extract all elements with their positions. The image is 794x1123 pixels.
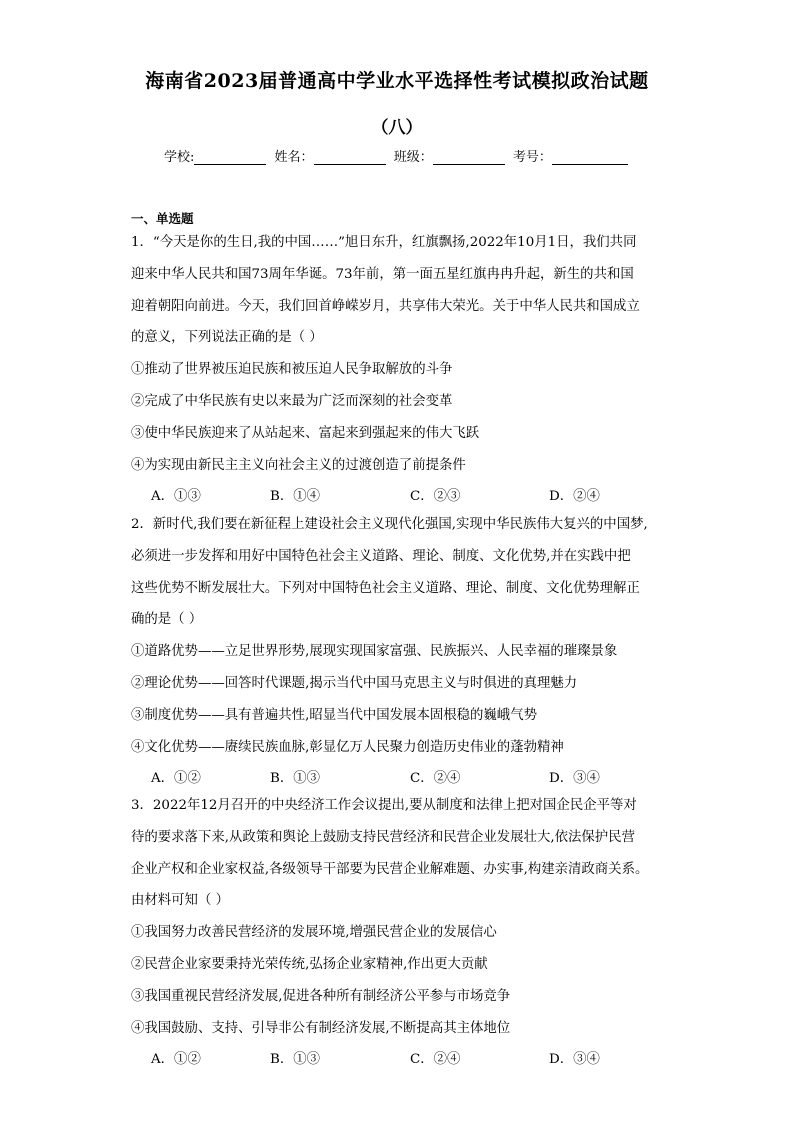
statement: ④为实现由新民主主义向社会主义的过渡创造了前提条件	[131, 457, 466, 473]
question-stem-line: 的意义，下列说法正确的是（ ）	[131, 330, 323, 346]
option-b[interactable]: B．①③	[270, 771, 321, 787]
statement: ④我国鼓励、支持、引导非公有制经济发展,不断提高其主体地位	[131, 1020, 511, 1036]
option-c[interactable]: C．②④	[410, 771, 461, 787]
statement: ③我国重视民营经济发展,促进各种所有制经济公平参与市场竞争	[131, 988, 511, 1004]
option-d[interactable]: D．③④	[549, 771, 600, 787]
question-stem-line: 2．新时代,我们要在新征程上建设社会主义现代化强国,实现中华民族伟大复兴的中国梦,	[131, 517, 648, 532]
name-blank[interactable]	[314, 150, 386, 165]
question-stem-line: 这些优势不断发展壮大。下列对中国特色社会主义道路、理论、制度、文化优势理解正	[131, 580, 640, 596]
question-stem-line: 迎来中华人民共和国73周年华诞。73年前，第一面五星红旗冉冉升起，新生的共和国	[131, 266, 634, 282]
statement: ②完成了中华民族有史以来最为广泛而深刻的社会变革	[131, 393, 453, 409]
question-2	[131, 509, 676, 795]
question-1	[131, 227, 676, 513]
statement: ②民营企业家要秉持光荣传统,弘扬企业家精神,作出更大贡献	[131, 956, 488, 972]
option-c[interactable]: C．②③	[410, 489, 461, 505]
question-stem-line: 待的要求落下来,从政策和舆论上鼓励支持民营经济和民营企业发展壮大,依法保护民营	[131, 829, 635, 845]
exam-number-label: 考号：	[512, 150, 552, 165]
section-heading: 一、单选题	[131, 211, 194, 226]
statement: ①我国努力改善民营经济的发展环境,增强民营企业的发展信心	[131, 925, 497, 941]
question-stem-line: 必须进一步发挥和用好中国特色社会主义道路、理论、制度、文化优势,并在实践中把	[131, 548, 631, 564]
question-stem-line: 由材料可知（ ）	[131, 893, 229, 909]
option-b[interactable]: B．①③	[270, 1052, 321, 1068]
school-blank[interactable]	[194, 150, 266, 165]
statement: ③使中华民族迎来了从站起来、富起来到强起来的伟大飞跃	[131, 425, 480, 441]
question-stem-line: 确的是（ ）	[131, 612, 203, 628]
question-stem-line: 企业产权和企业家权益,各级领导干部要为民营企业解难题、办实事,构建亲清政商关系。	[131, 861, 649, 877]
class-label: 班级：	[393, 150, 433, 165]
question-stem-line: 1．“今天是你的生日,我的中国……”旭日东升，红旗飘扬,2022年10月1日，我们共同	[131, 235, 637, 250]
exam-title: 海南省2023届普通高中学业水平选择性考试模拟政治试题	[145, 70, 649, 92]
school-label: 学校:	[164, 150, 195, 165]
statement: ②理论优势——回答时代课题,揭示当代中国马克思主义与时俱进的真理魅力	[131, 675, 578, 691]
option-c[interactable]: C．②④	[410, 1052, 461, 1068]
option-d[interactable]: D．②④	[549, 489, 600, 505]
question-3	[131, 790, 676, 1076]
exam-number-blank[interactable]	[552, 150, 628, 165]
answer-options	[131, 1044, 676, 1076]
name-label: 姓名：	[274, 150, 314, 165]
option-d[interactable]: D．③④	[549, 1052, 600, 1068]
statement: ①道路优势——立足世界形势,展现实现国家富强、民族振兴、人民幸福的璀璨景象	[131, 644, 618, 660]
question-stem-line: 3．2022年12月召开的中央经济工作会议提出,要从制度和法律上把对国企民企平等对	[131, 798, 637, 813]
statement: ④文化优势——赓续民族血脉,彰显亿万人民聚力创造历史伟业的蓬勃精神	[131, 739, 564, 755]
option-a[interactable]: A．①②	[151, 771, 201, 787]
option-a[interactable]: A．①②	[151, 1052, 201, 1068]
class-blank[interactable]	[433, 150, 505, 165]
option-a[interactable]: A．①③	[151, 489, 201, 505]
student-info-row	[164, 146, 632, 165]
statement: ③制度优势——具有普遍共性,昭显当代中国发展本固根稳的巍峨气势	[131, 707, 537, 723]
statement: ①推动了世界被压迫民族和被压迫人民争取解放的斗争	[131, 362, 453, 378]
exam-subtitle: （八）	[371, 118, 423, 138]
option-b[interactable]: B．①④	[270, 489, 321, 505]
question-stem-line: 迎着朝阳向前进。今天，我们回首峥嵘岁月，共享伟大荣光。关于中华人民共和国成立	[131, 298, 640, 314]
